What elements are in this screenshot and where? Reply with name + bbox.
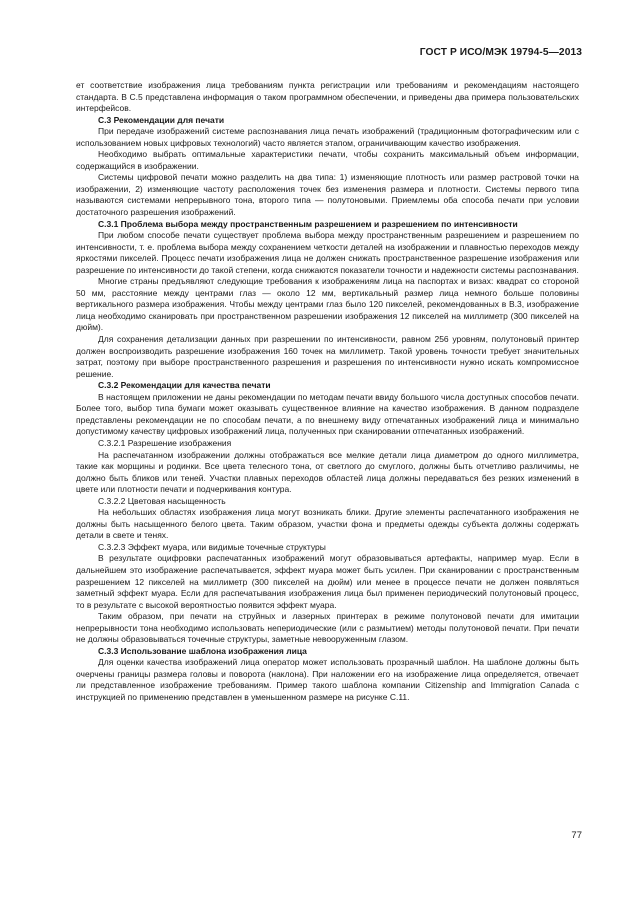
paragraph-c3-3: Системы цифровой печати можно разделить на два типа: 1) изменяющие плотность или размер растровой точки на изображении, 2) изменяющие частоту расположения точек без изменения размера и плотности. Системы первого типа называются системами непрерывного тона, второго типа — полутоновыми. Приемлемы оба способа печати при условии достаточного разрешения изображений. (76, 172, 579, 218)
paragraph-c322: На небольших областях изображения лица могут возникать блики. Другие элементы распечатанного изображения не должны быть насыщенного белого цвета. Таким образом, участки фона и предметы одежды субъекта должны содержать детали в свете и тенях. (76, 507, 579, 541)
page-number: 77 (571, 830, 582, 841)
section-heading-c33: С.3.3 Использование шаблона изображения лица (98, 645, 307, 656)
section-heading-c31: С.3.1 Проблема выбора между пространственным разрешением и разрешением по интенсивности (98, 218, 518, 229)
section-heading-c32: С.3.2 Рекомендации для качества печати (98, 380, 271, 391)
paragraph-c31-2: Многие страны предъявляют следующие требования к изображениям лица на паспортах и визах: квадрат со стороной 50 мм, расстояние между центрами глаз — около 12 мм, вертикальный размер лица немного больше половины вертикального размера изображения. Чтобы между центрами глаз было 120 пикселей, рекомендованных в В.3, изображение лица необходимо сканировать при пространственном разрешении изображения 12 пикселей на миллиметр (300 пикселей на дюйм). (76, 276, 579, 333)
paragraph-continued: ет соответствие изображения лица требованиям пункта регистрации или требованиям и рекомендациям настоящего стандарта. В С.5 представлена информация о таком программном обеспечении, и приведены два примера пользовательских интерфейсов. (76, 80, 579, 114)
document-header: ГОСТ Р ИСО/МЭК 19794-5—2013 (419, 47, 582, 58)
paragraph-c323-2: Таким образом, при печати на струйных и лазерных принтерах в режиме полутоновой печати для имитации непрерывности тона необходимо использовать непериодические (или с размытием) методы полутоновой печати. При печати не должны образовываться точечные структуры, заметные невооруженным глазом. (76, 611, 579, 645)
paragraph-c32-1: В настоящем приложении не даны рекомендации по методам печати ввиду большого числа доступных способов печати. Более того, выбор типа бумаги может оказывать существенное влияние на качество изображения. В данном подразделе представлены рекомендации не по способам печати, а по внешнему виду отпечатанных изображений лица и минимально допустимому качеству цифровых изображений лица, полученных при сканировании отпечатанных изображений. (76, 391, 579, 437)
subsection-heading-c322: С.3.2.2 Цветовая насыщенность (98, 495, 226, 506)
section-heading-c3: С.3 Рекомендации для печати (98, 114, 225, 125)
paragraph-c3-1: При передаче изображений системе распознавания лица печать изображений (традиционным фотографическим или с использованием новых цифровых технологий) часто является этапом, ограничивающим качество изображения. (76, 126, 579, 148)
paragraph-c323-1: В результате оцифровки распечатанных изображений могут образовываться артефакты, например муар. Если в дальнейшем это изображение распечатывается, эффект муара может быть усилен. При сканировании с пространственным разрешением 12 пикселей на миллиметр (300 пикселей на дюйм) или менее в процессе печати не должен появляться заметный эффект муара. Если для распечатывания изображения лица был применен периодический полутоновый процесс, то в результате с высокой вероятностью появится эффект муара. (76, 553, 579, 610)
subsection-heading-c321: С.3.2.1 Разрешение изображения (98, 437, 232, 448)
paragraph-c3-2: Необходимо выбрать оптимальные характеристики печати, чтобы сохранить максимальный объем информации, содержащийся в изображении. (76, 149, 579, 171)
paragraph-c321: На распечатанном изображении должны отображаться все мелкие детали лица диаметром до одного миллиметра, такие как морщины и родинки. Все цвета телесного тона, от светлого до смуглого, должны быть отчетливо различимы, не должно быть бликов или теней. Участки плавных переходов областей лица должны передаваться без резких изменений в цвете или плотности печати и подчеркивания контура. (76, 449, 579, 495)
paragraph-c33: Для оценки качества изображений лица оператор может использовать прозрачный шаблон. На шаблоне должны быть очерчены границы размера головы и поворота (наклона). При наложении его на изображение лица определяется, отвечает ли представленное изображение требованиям. Пример такого шаблона компании Citizenship and Immigration Canada с инструкцией по применению представлен в уменьшенном размере на рисунке С.11. (76, 657, 579, 702)
paragraph-c31-3: Для сохранения детализации данных при разрешении по интенсивности, равном 256 уровням, полутоновый принтер должен воспроизводить разрешение изображения 160 точек на миллиметр. Такой уровень точности требует значительных затрат, поэтому при выборе пространственного разрешения и разрешения по интенсивности нужно искать компромиссное решение. (76, 334, 579, 379)
document-body (76, 80, 579, 704)
paragraph-c31-1: При любом способе печати существует проблема выбора между пространственным разрешением и разрешением по интенсивности, т. е. проблема выбора между сохранением четкости деталей на изображении и плавностью переходов между яркостями пикселей. Процесс печати изображения лица не должен снижать пространственное разрешение изображения или разрешение по интенсивности до такой степени, когда снижаются показатели точности и надежности системы распознавания. (76, 230, 579, 275)
subsection-heading-c323: С.3.2.3 Эффект муара, или видимые точечные структуры (98, 541, 326, 552)
